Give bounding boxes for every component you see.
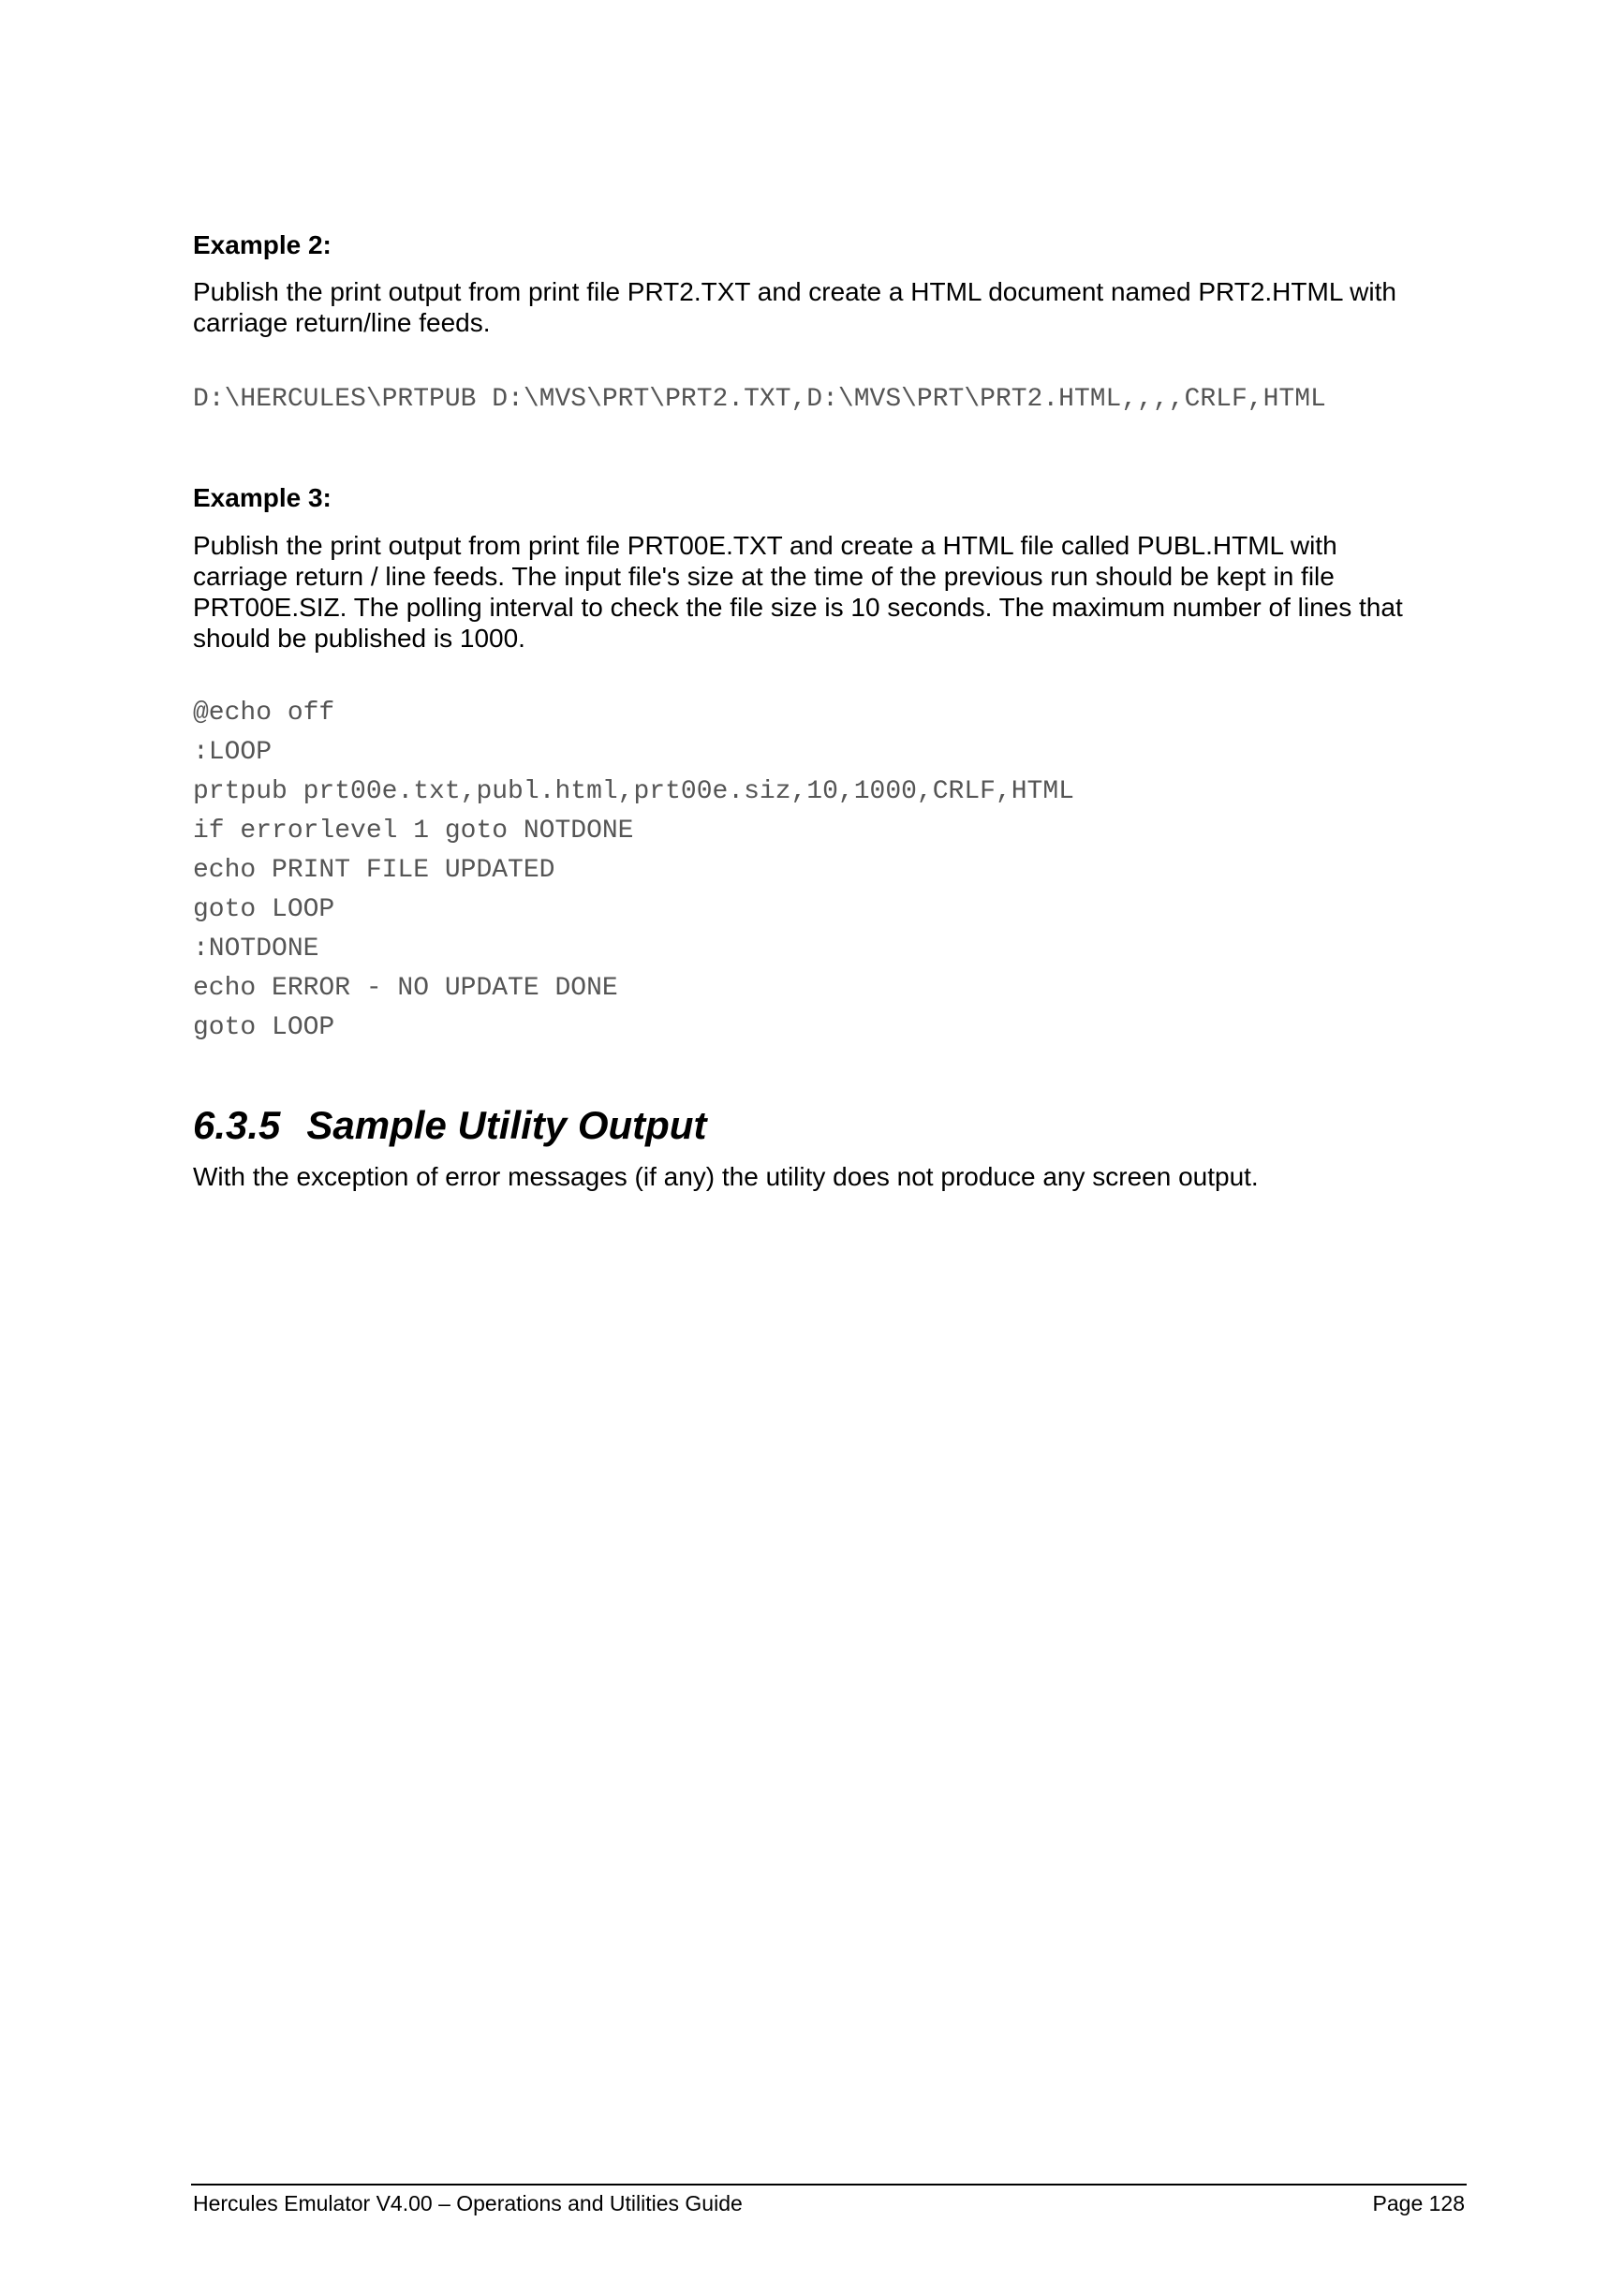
example-2-heading: Example 2: xyxy=(193,230,332,259)
code-line: :NOTDONE xyxy=(193,935,319,964)
code-line: goto LOOP xyxy=(193,895,335,924)
example-2-paragraph-line-1: Publish the print output from print file PRT2.TXT and create a HTML document named PRT2.HTML with xyxy=(193,277,1396,306)
section-number: 6.3.5 xyxy=(193,1103,281,1147)
example-3-paragraph-line-1: Publish the print output from print file PRT00E.TXT and create a HTML file called PUBL.HTML with xyxy=(193,531,1337,560)
section-paragraph-block xyxy=(193,1161,1467,1192)
example-2-code-block xyxy=(193,380,1467,419)
section-paragraph: With the exception of error messages (if any) the utility does not produce any screen output. xyxy=(193,1162,1259,1191)
code-line: echo ERROR - NO UPDATE DONE xyxy=(193,974,618,1003)
code-line: prtpub prt00e.txt,publ.html,prt00e.siz,10,1000,CRLF,HTML xyxy=(193,777,1074,806)
code-line: echo PRINT FILE UPDATED xyxy=(193,856,555,885)
code-line: :LOOP xyxy=(193,738,273,767)
example-2-code-line: D:\HERCULES\PRTPUB D:\MVS\PRT\PRT2.TXT,D:\MVS\PRT\PRT2.HTML,,,,CRLF,HTML xyxy=(193,385,1326,414)
section-heading xyxy=(193,1102,1467,1149)
section-heading-block xyxy=(193,1102,1467,1149)
footer-document-title: Hercules Emulator V4.00 – Operations and Utilities Guide xyxy=(193,2191,743,2215)
footer-page-number: Page 128 xyxy=(1372,2191,1465,2215)
example-2-paragraph-line-2: carriage return/line feeds. xyxy=(193,308,491,337)
example-3-paragraph xyxy=(193,530,1467,654)
code-line: if errorlevel 1 goto NOTDONE xyxy=(193,817,634,846)
code-line: goto LOOP xyxy=(193,1013,335,1042)
example-3-paragraph-line-2: carriage return / line feeds. The input file's size at the time of the previous run should be kept in file xyxy=(193,562,1335,591)
example-3-heading-block xyxy=(193,482,1467,514)
section-title: Sample Utility Output xyxy=(306,1103,707,1147)
footer-divider xyxy=(191,2184,1467,2186)
page-footer xyxy=(193,2189,1465,2217)
example-3-heading: Example 3: xyxy=(193,483,332,512)
example-2-paragraph xyxy=(193,276,1467,338)
code-line: @echo off xyxy=(193,699,335,728)
example-3-paragraph-line-4: should be published is 1000. xyxy=(193,624,525,653)
example-3-paragraph-line-3: PRT00E.SIZ. The polling interval to check the file size is 10 seconds. The maximum number of lines that xyxy=(193,593,1403,622)
example-2-heading-block xyxy=(193,229,1467,261)
example-3-code-block xyxy=(193,694,1467,1048)
